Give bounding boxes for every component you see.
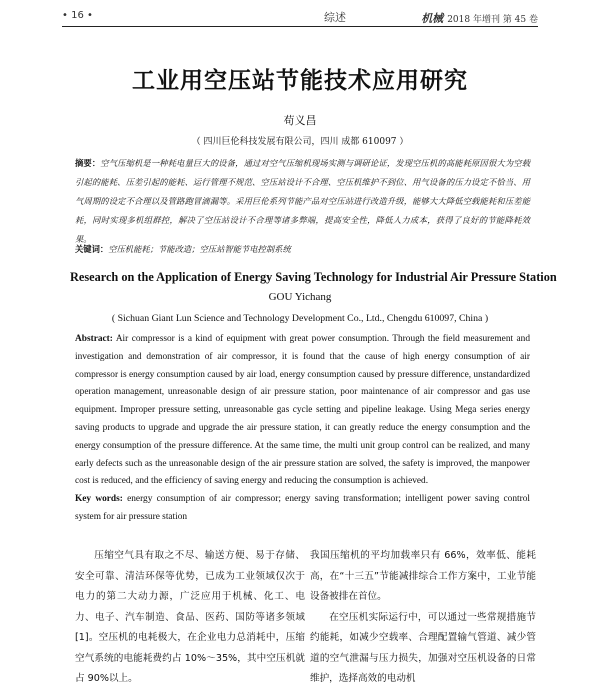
body-paragraph: 压缩空气具有取之不尽、输送方便、易于存储、安全可靠、清洁环保等优势，已成为工业领域仅次于电力的第二大动力源，广泛应用于机械、化工、电力、电子、汽车制造、食品、医药、国防等诸多领域[1]。空压机的电耗极大，在企业电力总消耗中，压缩空气系统的电能耗费约占 10%～35%，其中空压机就占 90%以上。	[75, 550, 305, 684]
body-paragraph: 在空压机实际运行中，可以通过一些常规措施节约能耗，如减少空载率、合理配置输气管道、减少管道的空气泄漏与压力损失，加强对空压机设备的日常维护，选择高效的电动机	[310, 611, 536, 684]
keywords-en	[75, 491, 530, 527]
author-en: GOU Yichang	[268, 291, 332, 303]
keywords-cn-label: 关键词：	[75, 244, 109, 254]
body-paragraph-continued: 我国压缩机的平均加载率只有 66%，效率低、能耗高，在“十三五”节能减排综合工作方案中，工业节能设备被排在首位。	[310, 550, 536, 602]
abstract-en-text: Air compressor is a kind of equipment with great power consumption. Through the field measurement and investigation and demonstration of air compressor, it is found that the cause of high energy consumption of air compressor is energy consumption caused by air load, energy consumption caused by pressure difference, unstandardized operation management, unreasonable design of air pressure station, poor maintenance of air compressor and gas use equipment. Improper pressure setting, unreasonable gas cycle setting and pipeline leakage. Using Mega series energy saving products to upgrade and upgrade the air pressure station, it can greatly reduce the energy consumption and the energy consumption of the pressure difference. At the same time, the multi unit group control can be realized, and many early defects such as the unreasonable design of the air pressure station are solved, the safety is improved, the manpower cost is reduced, and the efficiency of saving energy and reducing the consumption is achieved.	[75, 334, 530, 487]
affiliation-en: ( Sichuan Giant Lun Science and Technology Development Co., Ltd., Chengdu 610097, China )	[111, 313, 489, 324]
page-number: • 16 •	[62, 10, 93, 21]
keywords-en-label: Key words:	[75, 494, 123, 504]
section-name: 综述	[324, 11, 346, 24]
body-column-right	[310, 546, 536, 690]
paper-title-en: Research on the Application of Energy Saving Technology for Industrial Air Pressure Station	[70, 270, 557, 284]
running-header	[62, 8, 538, 27]
keywords-en-text: energy consumption of air compressor; energy saving transformation; intelligent power saving control system for air pressure station	[75, 494, 530, 522]
abstract-cn	[75, 154, 530, 249]
body-column-left	[75, 546, 305, 690]
abstract-en-label: Abstract:	[75, 334, 113, 344]
abstract-cn-label: 摘要：	[75, 158, 101, 168]
abstract-en	[75, 331, 530, 491]
keywords-cn-text: 空压机能耗；节能改造；空压站智能节电控制系统	[108, 244, 291, 254]
keywords-cn	[75, 240, 530, 259]
abstract-cn-text: 空气压缩机是一种耗电量巨大的设备，通过对空气压缩机现场实测与调研论证，发现空压机的高能耗原因很大为空载引起的能耗、压差引起的能耗、运行管理不规范、空压站设计不合理、空压机维护不到位、用气设备的压力设定不恰当、用气周期的设定不合理以及管路跑冒滴漏等。采用巨伦系列节能产品对空压站进行改造升级，能够大大降低空载能耗和压差能耗，同时实现多机组群控，解决了空压站设计不合理等诸多弊端，提高安全性，降低人力成本，获得了良好的节能降耗效果。	[75, 158, 530, 244]
affiliation-cn: （ 四川巨伦科技发展有限公司，四川 成都 610097 ）	[191, 137, 409, 147]
author-cn: 苟义昌	[283, 114, 317, 127]
journal-issue: 2018 年增刊 第 45 卷	[447, 15, 538, 25]
journal-name: 机械	[421, 12, 444, 25]
journal-info	[421, 10, 538, 26]
paper-title-cn: 工业用空压站节能技术应用研究	[132, 68, 468, 94]
